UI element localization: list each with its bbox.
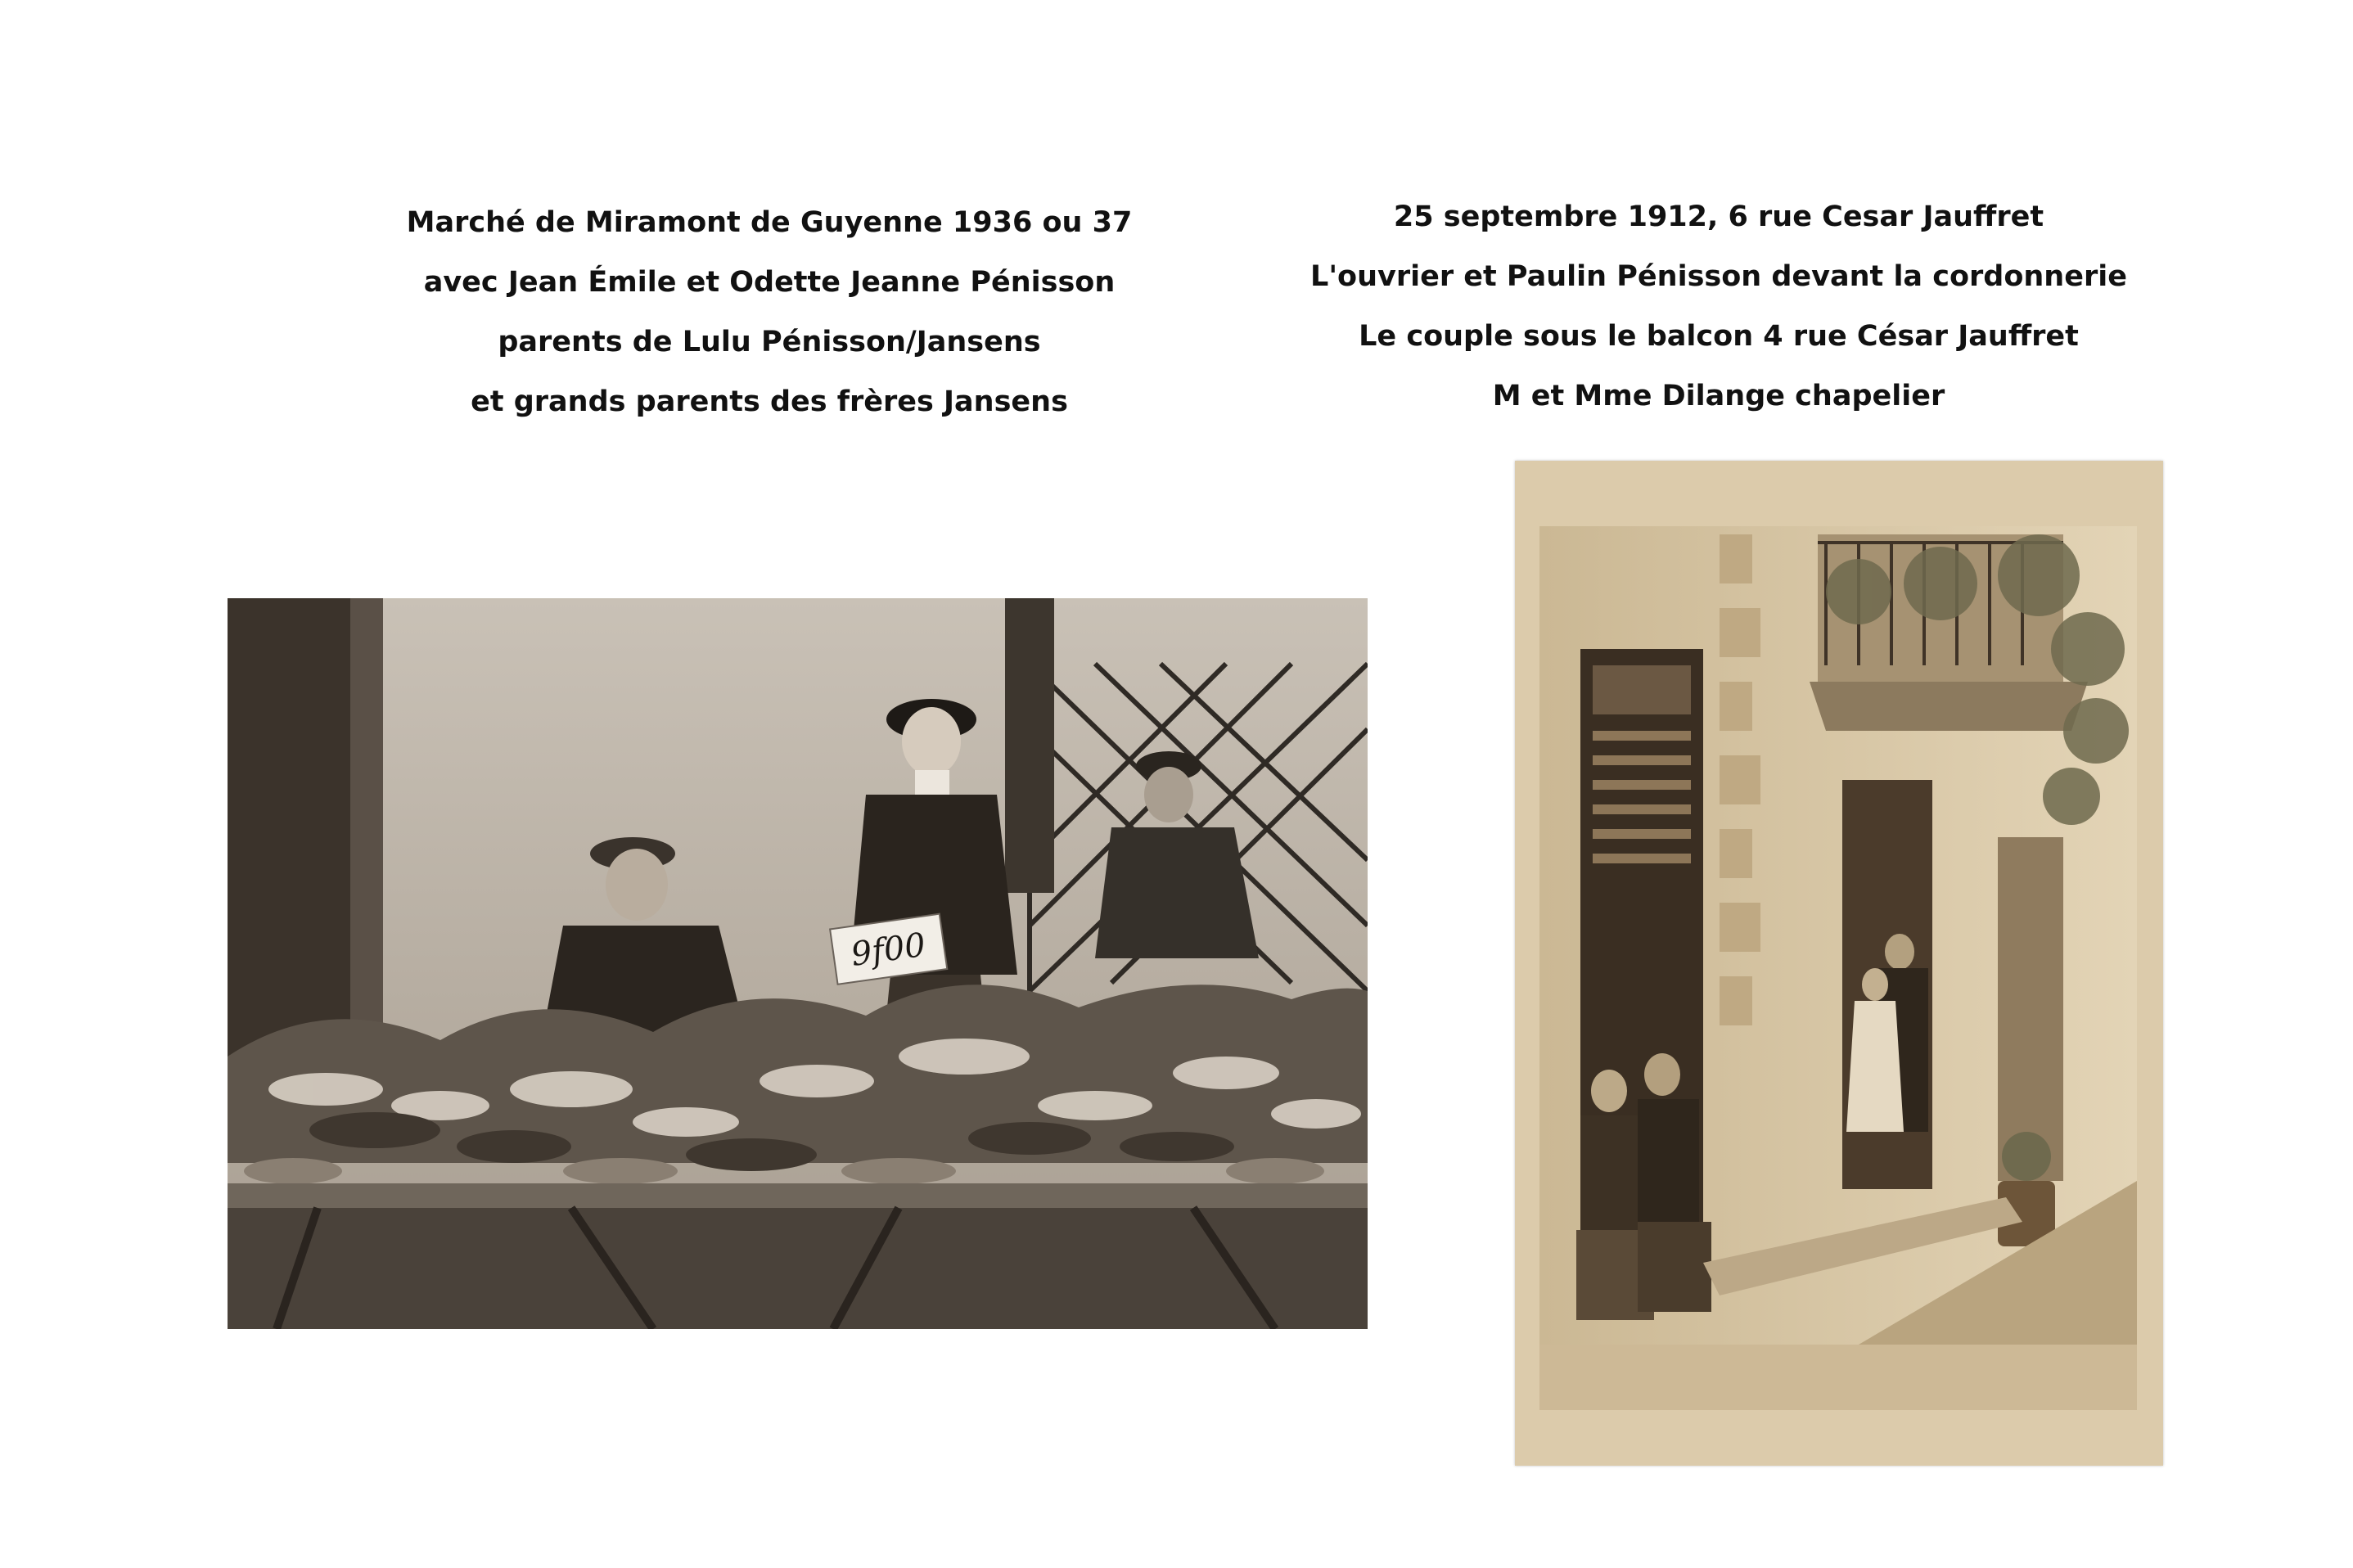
table-top: [228, 1183, 1368, 1208]
side-door: [1998, 837, 2063, 1181]
left-caption: [278, 193, 1260, 432]
right-caption-line: M et Mme Dilange chapelier: [1492, 380, 1945, 412]
right-caption-line: Le couple sous le balcon 4 rue César Jauffret: [1359, 320, 2079, 353]
left-caption-line: parents de Lulu Pénisson/Jansens: [498, 326, 1041, 358]
pavement: [1539, 1345, 2137, 1410]
market-stall-illustration: [228, 598, 1368, 1329]
cobbler-shop-illustration: [1515, 461, 2163, 1466]
cobbler-shop-photo: [1515, 461, 2163, 1466]
left-caption-line: Marché de Miramont de Guyenne 1936 ou 37: [406, 206, 1133, 239]
right-caption-line: L'ouvrier et Paulin Pénisson devant la cordonnerie: [1310, 260, 2127, 293]
left-caption-line: avec Jean Émile et Odette Jeanne Pénisson: [423, 266, 1116, 299]
barrel: [1998, 1132, 2055, 1246]
price-tag-label: 9f00: [849, 926, 928, 974]
right-caption-line: 25 septembre 1912, 6 rue Cesar Jauffret: [1393, 201, 2044, 233]
right-caption: [1228, 187, 2210, 426]
market-stall-photo: [228, 598, 1368, 1329]
left-caption-line: et grands parents des frères Jansens: [471, 385, 1068, 418]
